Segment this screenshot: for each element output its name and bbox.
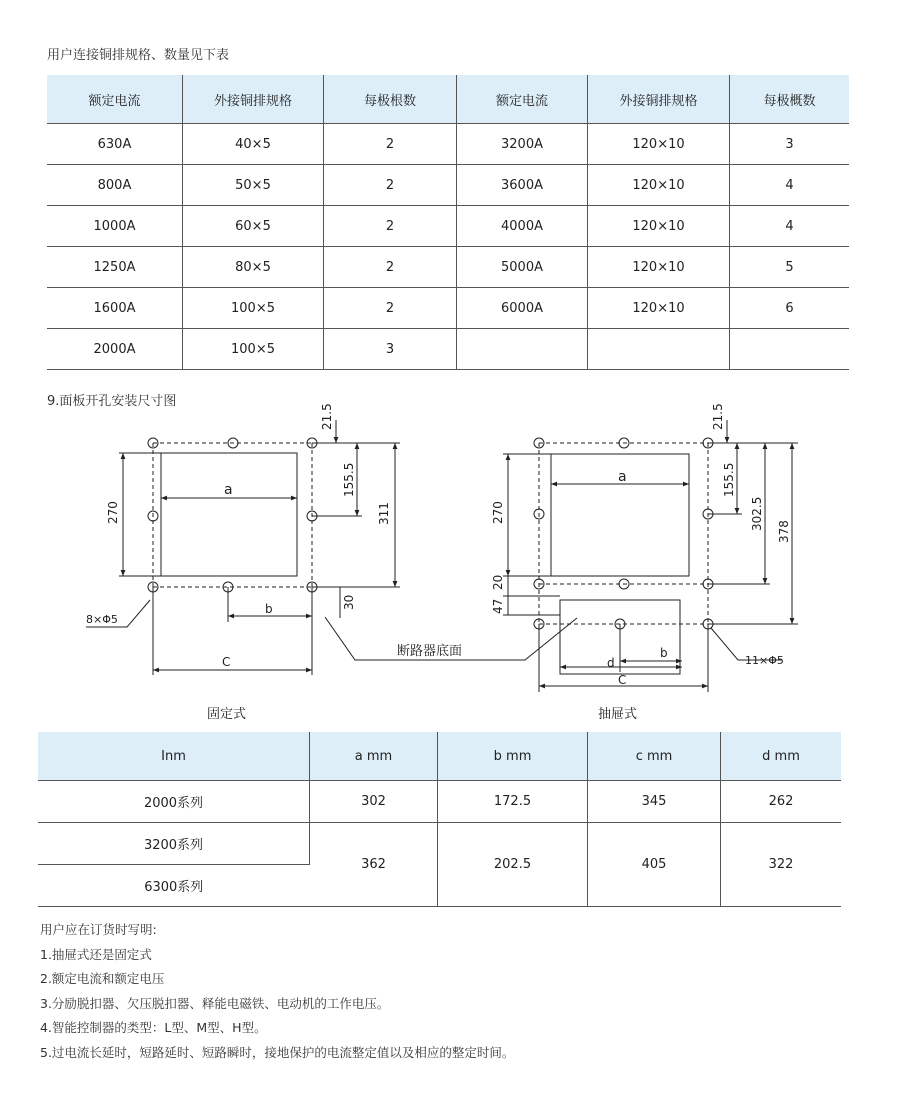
- table-cell: 4: [730, 165, 850, 206]
- table-cell: 1250A: [47, 247, 183, 288]
- table-cell: 100×5: [183, 329, 324, 370]
- header-d-mm: d mm: [721, 732, 842, 781]
- header-bars-per-pole-2: 每极概数: [730, 75, 850, 124]
- table-cell: 120×10: [588, 206, 730, 247]
- table-cell: 2: [324, 247, 457, 288]
- fixed-type-caption: 固定式: [207, 707, 247, 722]
- table-cell: 50×5: [183, 165, 324, 206]
- table-cell: 2: [324, 165, 457, 206]
- dim-30-fixed: 30: [342, 594, 356, 610]
- header-a-mm: a mm: [310, 732, 438, 781]
- notes-title: 用户应在订货时写明:: [40, 922, 157, 937]
- header-rated-current-2: 额定电流: [457, 75, 588, 124]
- dim-c-drawout: C: [618, 673, 627, 687]
- table-cell: 40×5: [183, 124, 324, 165]
- table-cell: 120×10: [588, 124, 730, 165]
- holes-label-fixed: 8×Φ5: [86, 613, 118, 626]
- dim-155-5-drawout: 155.5: [722, 462, 736, 497]
- dim-a-drawout: a: [618, 469, 627, 485]
- table-cell: 4: [730, 206, 850, 247]
- table-cell: 172.5: [438, 781, 588, 823]
- dim-378-drawout: 378: [777, 520, 791, 543]
- table-cell: 3200A: [457, 124, 588, 165]
- table-cell: 2: [324, 288, 457, 329]
- table-cell: 362: [310, 823, 438, 907]
- dim-a-fixed: a: [224, 482, 233, 498]
- table-row: [38, 781, 841, 823]
- drawing-section-title: 9.面板开孔安装尺寸图: [47, 394, 177, 409]
- table-cell: 3: [324, 329, 457, 370]
- order-notes: [40, 918, 514, 1065]
- note-item: 5.过电流长延时，短路延时、短路瞬时，接地保护的电流整定值以及相应的整定时间。: [40, 1044, 515, 1060]
- dim-302-5-drawout: 302.5: [750, 496, 764, 531]
- table-cell: 345: [588, 781, 721, 823]
- note-item: 4.智能控制器的类型：L型、M型、H型。: [40, 1020, 267, 1035]
- table-cell: 100×5: [183, 288, 324, 329]
- table-cell: 630A: [47, 124, 183, 165]
- note-item: 3.分励脱扣器、欠压脱扣器、释能电磁铁、电动机的工作电压。: [40, 995, 390, 1011]
- table-cell: 2000A: [47, 329, 183, 370]
- table-cell: 2: [324, 124, 457, 165]
- table-cell: 3: [730, 124, 850, 165]
- table-cell: 4000A: [457, 206, 588, 247]
- dim-b-fixed: b: [265, 602, 273, 616]
- dim-d-drawout: d: [607, 656, 615, 670]
- table-cell: 5000A: [457, 247, 588, 288]
- dim-20-drawout: 20: [491, 574, 505, 590]
- header-rated-current: 额定电流: [47, 75, 183, 124]
- series-cell: 3200系列: [38, 823, 310, 865]
- breaker-bottom-callout: 断路器底面: [397, 644, 463, 659]
- table-cell: 120×10: [588, 288, 730, 329]
- table-header-row: [38, 732, 841, 781]
- dim-311-fixed: 311: [377, 502, 391, 525]
- table-cell: 202.5: [438, 823, 588, 907]
- note-item: 1.抽屉式还是固定式: [40, 946, 152, 962]
- table-cell: 800A: [47, 165, 183, 206]
- dim-21-5-drawout: 21.5: [711, 403, 725, 430]
- dim-21-5-fixed: 21.5: [320, 403, 334, 430]
- dim-b-drawout: b: [660, 646, 668, 660]
- header-busbar-spec: 外接铜排规格: [183, 75, 324, 124]
- table-cell: 120×10: [588, 165, 730, 206]
- table-cell: 1600A: [47, 288, 183, 329]
- fixed-type-drawing: [86, 420, 400, 675]
- table-cell: 120×10: [588, 247, 730, 288]
- header-b-mm: b mm: [438, 732, 588, 781]
- note-item: 2.额定电流和额定电压: [40, 971, 165, 986]
- holes-label-drawout: 11×Φ5: [745, 654, 784, 667]
- header-bars-per-pole: 每极根数: [324, 75, 457, 124]
- table-cell: 302: [310, 781, 438, 823]
- drawout-type-caption: 抽屉式: [598, 707, 638, 722]
- series-cell: 2000系列: [38, 781, 310, 823]
- header-busbar-spec-2: 外接铜排规格: [588, 75, 730, 124]
- table-cell: 405: [588, 823, 721, 907]
- dim-47-drawout: 47: [491, 598, 505, 614]
- table1-caption: 用户连接铜排规格、数量见下表: [47, 48, 230, 63]
- table-cell: 322: [721, 823, 842, 907]
- table-cell: 80×5: [183, 247, 324, 288]
- header-inm: Inm: [38, 732, 310, 781]
- table-cell: 5: [730, 247, 850, 288]
- table-cell: 6000A: [457, 288, 588, 329]
- table-cell: 262: [721, 781, 842, 823]
- table-cell: 1000A: [47, 206, 183, 247]
- dim-270-drawout: 270: [491, 501, 505, 524]
- dim-155-5-fixed: 155.5: [342, 462, 356, 497]
- table-cell: 60×5: [183, 206, 324, 247]
- dim-270-fixed: 270: [106, 501, 120, 524]
- table-cell: 6: [730, 288, 850, 329]
- series-cell: 6300系列: [38, 865, 310, 907]
- table-cell: 2: [324, 206, 457, 247]
- dimension-table: [38, 732, 841, 907]
- header-c-mm: c mm: [588, 732, 721, 781]
- dim-c-fixed: C: [222, 655, 231, 669]
- table-cell: 3600A: [457, 165, 588, 206]
- drawout-type-drawing: [503, 420, 798, 692]
- table-row: [38, 823, 841, 865]
